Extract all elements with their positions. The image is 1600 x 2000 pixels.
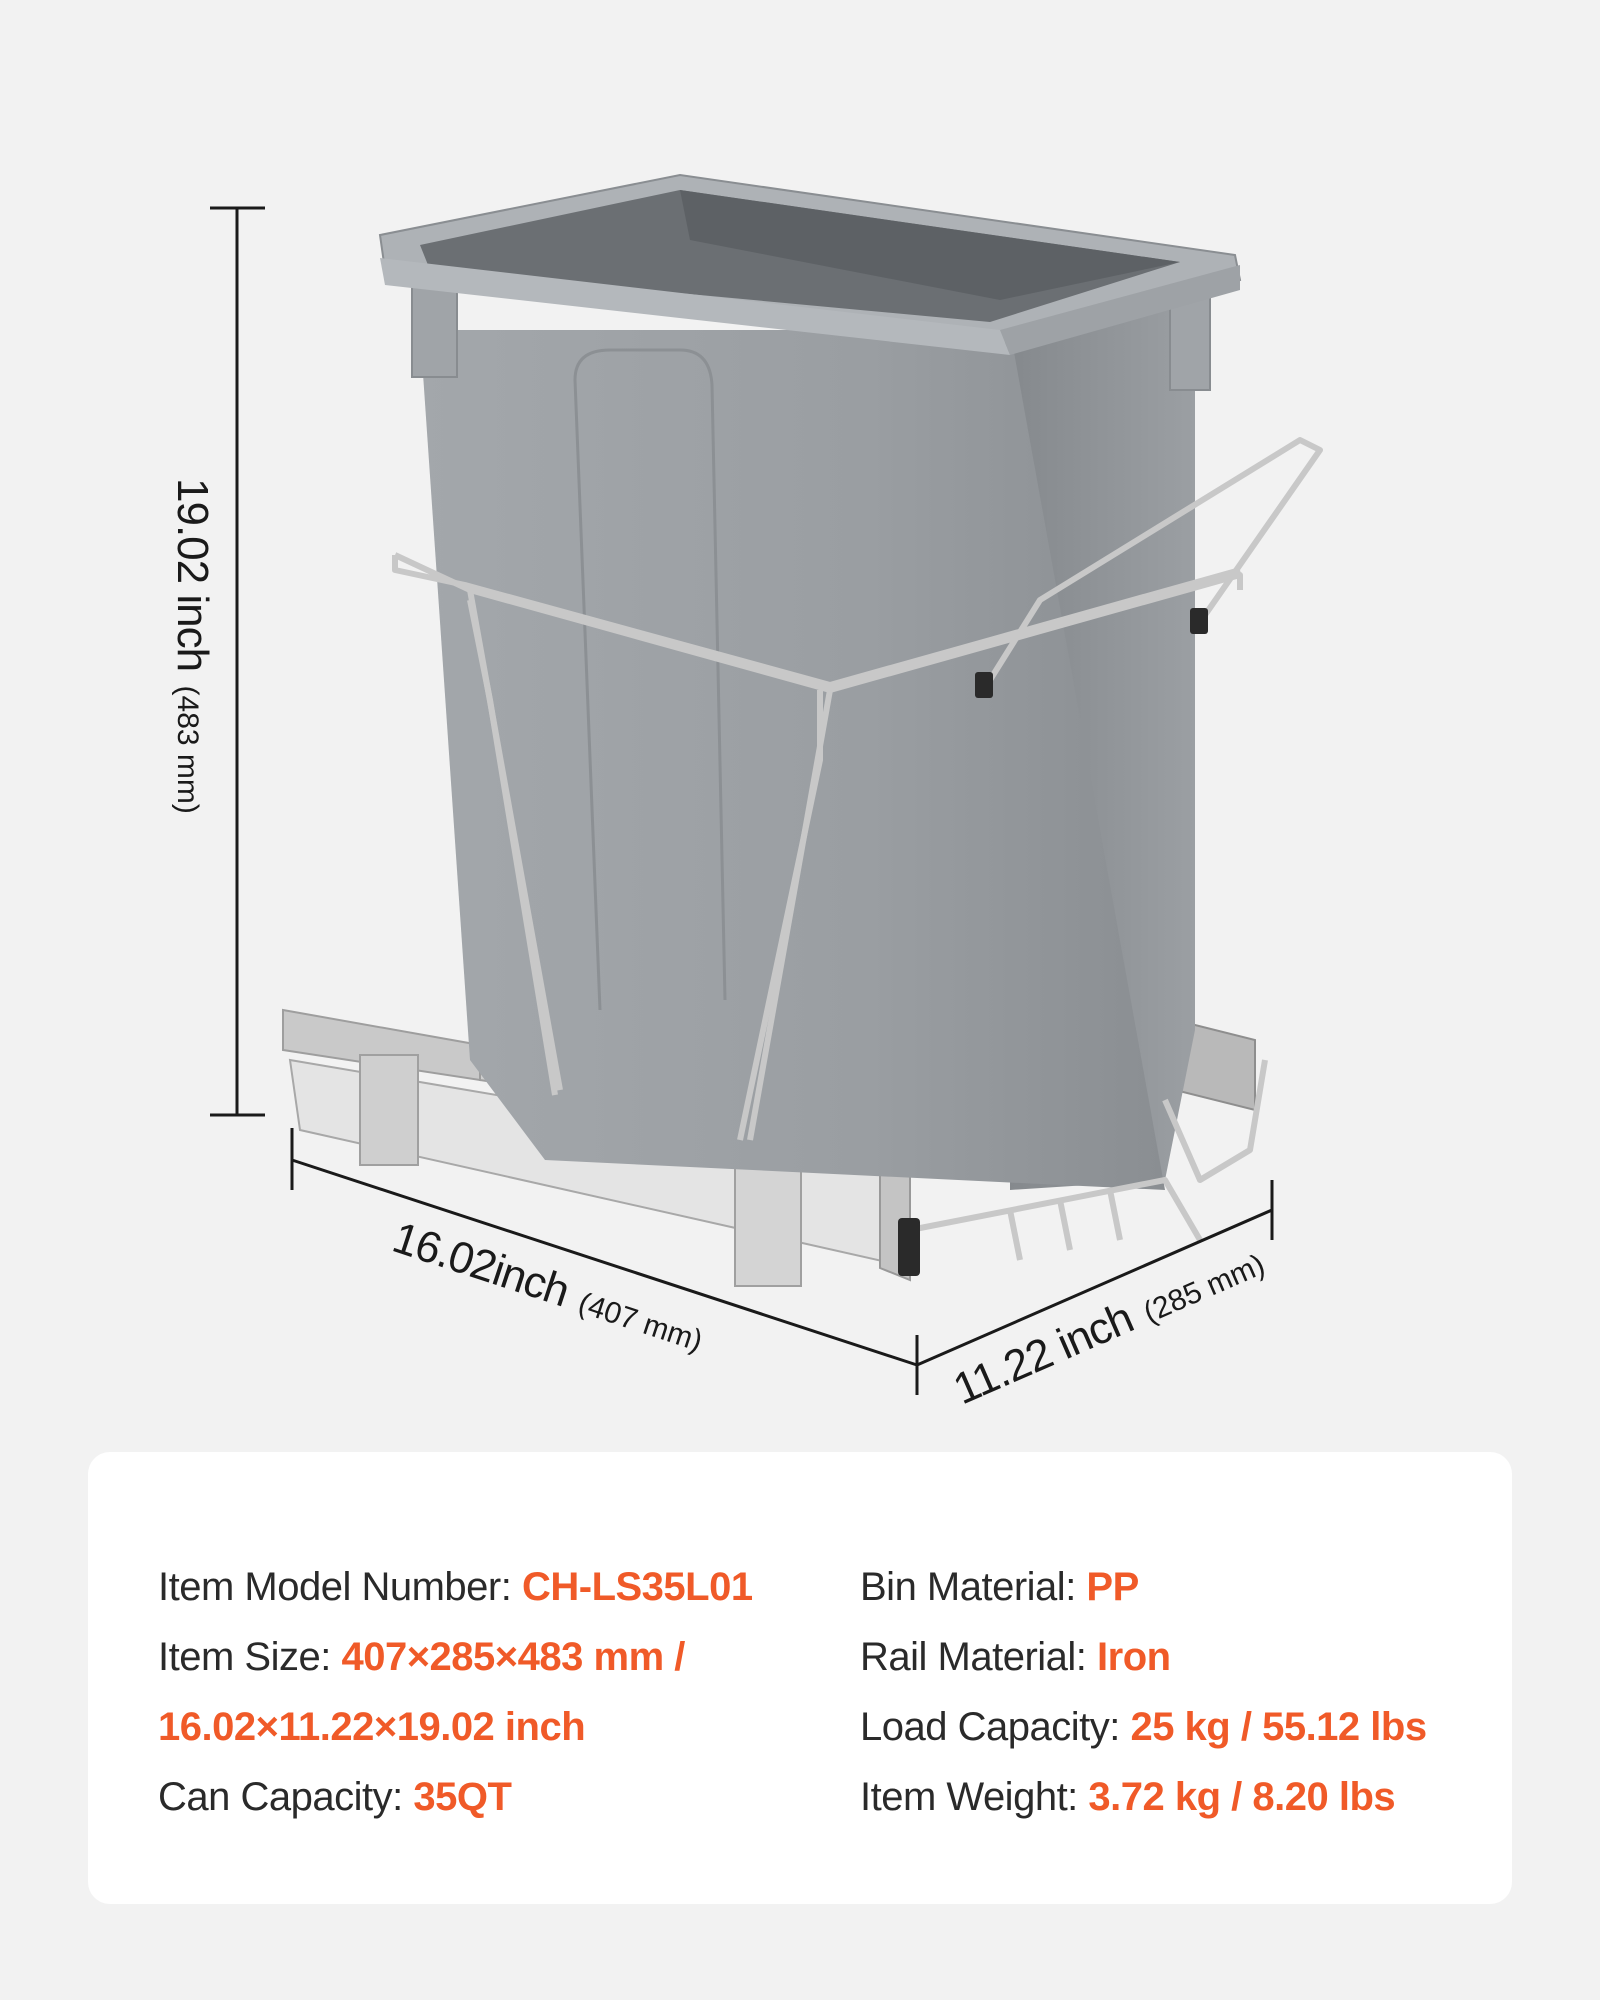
svg-text:19.02 inch (483 mm) <box>168 478 217 814</box>
height-mm-label: (483 mm) <box>171 685 204 814</box>
spec-size-value-inch: 16.02×11.22×19.02 inch <box>158 1705 586 1749</box>
svg-text:16.02inch (407 mm) <box>387 1213 711 1361</box>
spec-can-capacity <box>158 1762 818 1832</box>
spec-can-capacity-value: 35QT <box>413 1775 512 1819</box>
height-label: 19.02 inch <box>168 478 217 672</box>
spec-rail-material-label: Rail Material: <box>860 1635 1098 1679</box>
spec-rail-material-value: Iron <box>1097 1635 1171 1679</box>
height-dimension <box>168 208 265 1115</box>
spec-item-weight-label: Item Weight: <box>860 1775 1089 1819</box>
spec-load-capacity <box>860 1692 1480 1762</box>
spec-model-label: Item Model Number: <box>158 1565 522 1609</box>
spec-size-value-mm: 407×285×483 mm / <box>341 1635 685 1679</box>
spec-load-capacity-value: 25 kg / 55.12 lbs <box>1130 1705 1427 1749</box>
width-label: 16.02inch <box>386 1212 575 1317</box>
spec-size-inch <box>158 1692 818 1762</box>
spec-size-label: Item Size: <box>158 1635 342 1679</box>
spec-model <box>158 1552 818 1622</box>
depth-dimension <box>917 1180 1272 1414</box>
spec-size <box>158 1622 818 1692</box>
spec-card <box>88 1452 1512 1904</box>
spec-bin-material-label: Bin Material: <box>860 1565 1087 1609</box>
spec-column-right <box>860 1552 1480 1832</box>
spec-load-capacity-label: Load Capacity: <box>860 1705 1131 1749</box>
spec-bin-material <box>860 1552 1480 1622</box>
spec-can-capacity-label: Can Capacity: <box>158 1775 414 1819</box>
spec-column-left <box>158 1552 818 1832</box>
depth-label: 11.22 inch <box>946 1293 1140 1415</box>
spec-item-weight <box>860 1762 1480 1832</box>
depth-mm-label: (285 mm) <box>1138 1248 1270 1330</box>
svg-text:11.22 inch (285 mm) <box>946 1236 1270 1414</box>
spec-model-value: CH-LS35L01 <box>521 1565 753 1609</box>
width-mm-label: (407 mm) <box>574 1286 707 1359</box>
spec-rail-material <box>860 1622 1480 1692</box>
spec-item-weight-value: 3.72 kg / 8.20 lbs <box>1088 1775 1396 1819</box>
spec-bin-material-value: PP <box>1086 1565 1139 1609</box>
